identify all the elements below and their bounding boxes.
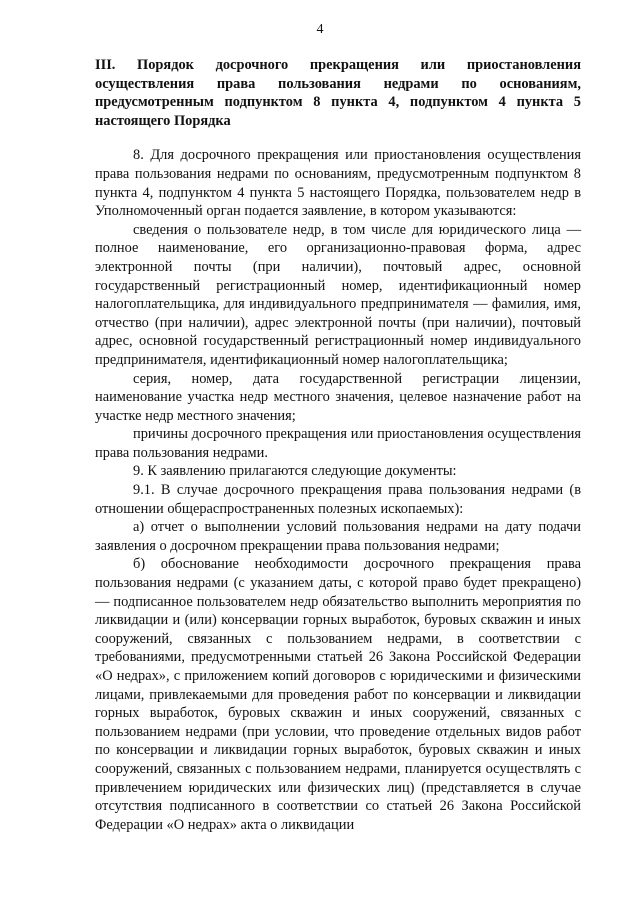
paragraph-9: 9. К заявлению прилагаются следующие документы: — [133, 463, 457, 480]
paragraph-item-a: а) отчет о выполнении условий пользования недрами на дату подачи заявления о досрочном прекращении права пользования недрами; — [95, 519, 581, 554]
paragraph-8: 8. Для досрочного прекращения или приостановления осуществления права пользования недрами по основаниям, предусмотренным подпунктом 8 пункта 4, подпунктом 4 пункта 5 настоящего Порядка, пользователем недр в Уполномоченный орган подается заявление, в котором указываются: — [95, 147, 581, 220]
paragraph-license-info: серия, номер, дата государственной регистрации лицензии, наименование участка недр местного значения, целевое назначение работ на участке недр местного значения; — [95, 370, 581, 424]
paragraph-item-b: б) обоснование необходимости досрочного прекращения права пользования недрами (с указанием даты, с которой право будет прекращено) — подписанное пользователем недр обязательство выполнить мероприятия по ликвидации и (или) консервации горных выработок, буровых скважин и иных сооружений, связанных с пользованием недрами, в соответствии с требованиями, предусмотренными статьей 26 Закона Российской Федерации «О недрах», с приложением копий договоров с юридическими и физическими лицами, привлекаемыми для проведения работ по консервации и ликвидации горных выработок, буровых скважин и иных сооружений, связанных с пользованием недрами (при условии, что проведение отдельных видов работ по консервации и ликвидации горных выработок, буровых скважин и иных сооружений, связанных с пользованием недрами, планируется осуществлять с привлечением юридических или физических лиц) (представляется в случае отсутствия подписанного в соответствии со статьей 26 Закона Российской Федерации «О недрах» акта о ликвидации — [95, 556, 581, 833]
paragraph-reasons: причины досрочного прекращения или приостановления осуществления права пользования недрами. — [95, 426, 581, 461]
section-heading: III. Порядок досрочного прекращения или приостановления осуществления права пользования недрами по основаниям, предусмотренным подпунктом 8 пункта 4, подпунктом 4 пункта 5 настоящего Порядка — [95, 57, 581, 129]
paragraph-9-1: 9.1. В случае досрочного прекращения права пользования недрами (в отношении общераспространенных полезных ископаемых): — [95, 482, 581, 517]
paragraph-user-info: сведения о пользователе недр, в том числе для юридического лица — полное наименование, его организационно-правовая форма, адрес электронной почты (при наличии), почтовый адрес, основной государственный регистрационный номер, идентификационный номер налогоплательщика, для индивидуального предпринимателя — фамилия, имя, отчество (при наличии), адрес электронной почты (при наличии), почтовый адрес, основной государственный регистрационный номер индивидуального предпринимателя, идентификационный номер налогоплательщика; — [95, 221, 581, 368]
page-number: 4 — [316, 22, 324, 37]
document-body — [95, 56, 581, 834]
